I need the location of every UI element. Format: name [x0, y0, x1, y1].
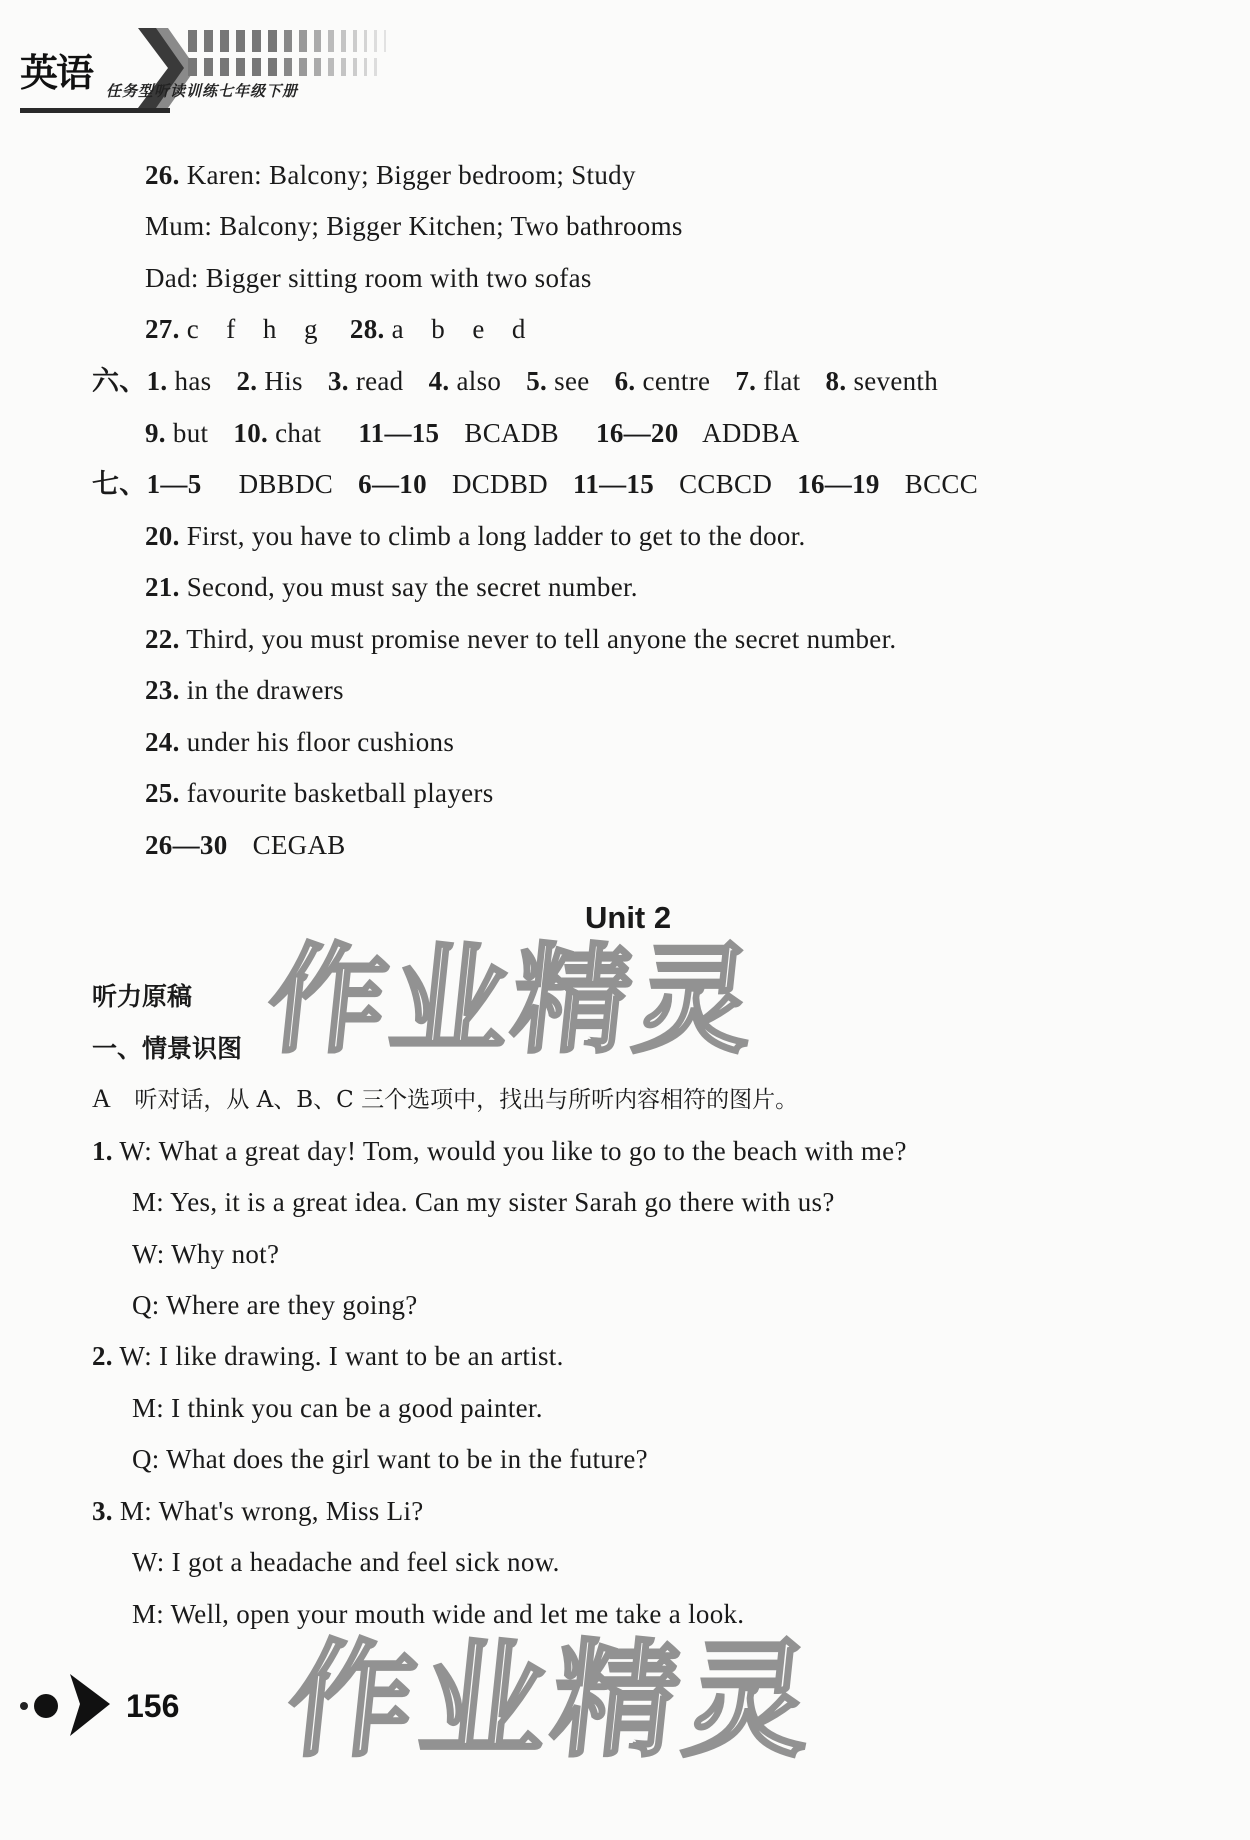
- question-number: 21.: [145, 572, 180, 602]
- section-marker: 六、: [92, 366, 147, 396]
- question-number: 10.: [233, 418, 269, 448]
- answer-text: but: [172, 418, 209, 448]
- question-number: 9.: [145, 418, 166, 448]
- answer-text: Karen: Balcony; Bigger bedroom; Study: [186, 160, 636, 190]
- answer-24: [145, 725, 454, 759]
- question-number: 1.: [146, 366, 168, 396]
- dialogue-3-line-3: M: Well, open your mouth wide and let me take a look.: [132, 1599, 745, 1629]
- subject-title: 英语: [20, 51, 93, 95]
- question-number: 6—10: [358, 469, 427, 499]
- page-number: 156: [126, 1688, 180, 1724]
- section-heading-scene: 一、情景识图: [92, 1034, 243, 1063]
- question-number: 7.: [735, 366, 757, 396]
- dialogue-text: W: What a great day! Tom, would you like to go to the beach with me?: [119, 1136, 907, 1166]
- answer-text: CCBCD: [679, 469, 773, 499]
- instruction-line: [92, 1082, 798, 1117]
- answer-22: [145, 622, 896, 656]
- dialogue-3-line-2: W: I got a headache and feel sick now.: [132, 1547, 560, 1577]
- question-number: 26.: [145, 160, 180, 190]
- question-number: 6.: [614, 366, 636, 396]
- question-number: 22.: [145, 624, 180, 654]
- answer-21: [145, 570, 638, 604]
- question-number: 2.: [236, 366, 258, 396]
- dialogue-2-line-3: Q: What does the girl want to be in the future?: [132, 1444, 648, 1474]
- answer-text: DBBDC: [238, 469, 334, 499]
- question-number: 5.: [526, 366, 548, 396]
- dialogue-1-line-2: M: Yes, it is a great idea. Can my sister Sarah go there with us?: [132, 1187, 835, 1217]
- dialogue-1-line-4: Q: Where are they going?: [132, 1290, 418, 1320]
- question-number: 23.: [145, 675, 180, 705]
- header-underline: [20, 108, 170, 113]
- answer-text: a b e d: [391, 314, 526, 344]
- dialogue-3-line-1: [92, 1494, 424, 1528]
- answer-20: [145, 519, 806, 553]
- question-number: 16—19: [797, 469, 880, 499]
- answer-text: Second, you must say the secret number.: [186, 572, 638, 602]
- part-letter: A: [92, 1084, 110, 1113]
- answer-text: chat: [275, 418, 322, 448]
- instruction-text: 听对话，从 A、B、C 三个选项中，找出与所听内容相符的图片。: [134, 1087, 799, 1113]
- dialogue-1-line-3: W: Why not?: [132, 1239, 280, 1269]
- page-arrow-icon: [18, 1668, 128, 1738]
- dialogue-text: M: What's wrong, Miss Li?: [119, 1496, 424, 1526]
- question-number: 11—15: [573, 469, 655, 499]
- question-number: 20.: [145, 521, 180, 551]
- answer-26-30: [145, 828, 346, 862]
- answer-text: see: [554, 366, 590, 396]
- answer-text: ADDBA: [702, 418, 800, 448]
- answer-text: flat: [763, 366, 801, 396]
- answer-text: His: [264, 366, 303, 396]
- section-6-row-1: [92, 364, 938, 398]
- answer-text: under his floor cushions: [186, 727, 455, 757]
- section-heading-listening: 听力原稿: [92, 982, 193, 1011]
- answer-27-28: [145, 312, 526, 346]
- question-number: 3.: [92, 1496, 113, 1526]
- answer-text: DCDBD: [451, 469, 548, 499]
- answer-text: First, you have to climb a long ladder to get to the door.: [186, 521, 806, 551]
- question-number: 3.: [327, 366, 349, 396]
- answer-text: favourite basketball players: [186, 778, 494, 808]
- header-banner: [20, 24, 440, 114]
- dialogue-2-line-1: [92, 1339, 564, 1373]
- section-marker: 七、: [92, 469, 147, 499]
- answer-text: has: [174, 366, 212, 396]
- answer-23: [145, 673, 344, 707]
- watermark-top: 作业精灵: [261, 931, 765, 1069]
- answer-text: also: [456, 366, 502, 396]
- answer-text: in the drawers: [186, 675, 344, 705]
- answer-text: Third, you must promise never to tell anyone the secret number.: [186, 624, 897, 654]
- question-number: 11—15: [358, 418, 440, 448]
- question-number: 28.: [349, 314, 385, 344]
- question-number: 1.: [92, 1136, 113, 1166]
- answer-26-mum: Mum: Balcony; Bigger Kitchen; Two bathrooms: [145, 211, 683, 241]
- watermark-bottom: 作业精灵: [281, 1627, 825, 1774]
- answer-text: BCADB: [464, 418, 559, 448]
- dialogue-1-line-1: [92, 1134, 907, 1168]
- answer-text: BCCC: [904, 469, 979, 499]
- question-number: 2.: [92, 1341, 113, 1371]
- answer-text: CEGAB: [252, 830, 346, 860]
- answer-text: centre: [642, 366, 711, 396]
- question-number: 4.: [428, 366, 450, 396]
- answer-25: [145, 776, 494, 810]
- dialogue-text: W: I like drawing. I want to be an artist.: [119, 1341, 564, 1371]
- answer-text: seventh: [853, 366, 939, 396]
- section-6-row-2: [145, 416, 800, 450]
- section-7-row-1: [92, 467, 978, 501]
- question-number: 1—5: [146, 469, 202, 499]
- answer-text: c f h g: [186, 314, 318, 344]
- dialogue-2-line-2: M: I think you can be a good painter.: [132, 1393, 543, 1423]
- unit-title: Unit 2: [585, 900, 672, 935]
- question-number: 25.: [145, 778, 180, 808]
- question-number: 27.: [145, 314, 180, 344]
- book-subtitle: 任务型听读训练七年级下册: [106, 82, 299, 100]
- decorative-stripes: [188, 30, 438, 80]
- question-number: 16—20: [596, 418, 679, 448]
- question-number: 24.: [145, 727, 180, 757]
- answer-26-karen: [145, 158, 636, 192]
- answer-26-dad: Dad: Bigger sitting room with two sofas: [145, 263, 592, 293]
- answer-text: read: [355, 366, 404, 396]
- question-number: 8.: [825, 366, 847, 396]
- question-number: 26—30: [145, 830, 228, 860]
